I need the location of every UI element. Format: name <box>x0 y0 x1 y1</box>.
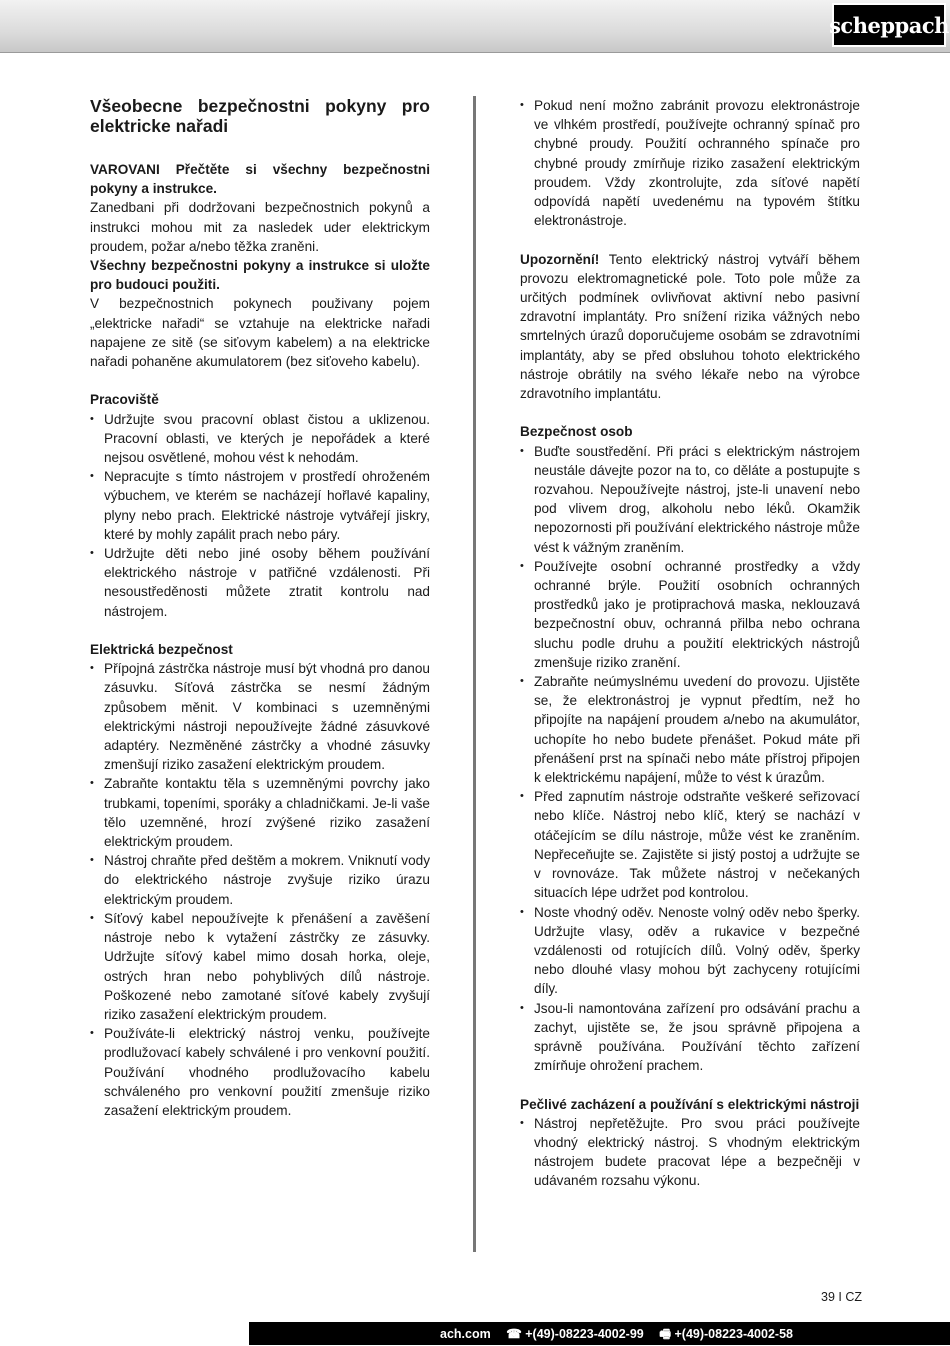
list-item: • Přípojná zástrčka nástroje musí být vhodná pro danou zásuvku. Síťová zástrčka se nesmí žádným způsobem měnit. V kombinaci s uzemněnými elektrickými nástroji nepoužívejte žádné zásuvkové adaptéry. Nezměněné zástrčky a vhodné zásuvky zmenšují riziko zasažení elektrickým proudem. <box>90 659 430 774</box>
right-column <box>520 96 860 1191</box>
list-item: • Udržujte děti nebo jiné osoby během používání elektrického nástroje v patřičné vzdálenosti. Při nesoustředěnosti můžete ztratit kontrolu nad nástrojem. <box>90 544 430 621</box>
list-item: • Nástroj nepřetěžujte. Pro svou práci používejte vhodný elektrický nástroj. S vhodným elektrickým nástrojem budete pracovat lépe a bezpečněji v udávaném rozsahu výkonu. <box>520 1114 860 1191</box>
list-item: • Zabraňte kontaktu těla s uzemněnými povrchy jako trubkami, topeními, sporáky a chladničkami. Je-li vaše tělo uzemněné, hrozí zvýšené riziko zasažení elektrickým proudem. <box>90 774 430 851</box>
list-item: • Nástroj chraňte před deštěm a mokrem. Vniknutí vody do elektrického nástroje zvyšuje riziko úrazu elektrickým proudem. <box>90 851 430 909</box>
list-item: • Síťový kabel nepoužívejte k přenášení a zavěšení nástroje nebo k vytažení zástrčky ze zásuvky. Udržujte síťový kabel mimo dosah horka, oleje, ostrých hran nebo pohyblivých dílů nástroje. Poškozené nebo zamotané síťové kabely zvyšují riziko zasažení elektrickým proudem. <box>90 909 430 1024</box>
definition-text: V bezpečnostnich pokynech použivany pojem „elektricke nařadi“ se vztahuje na elektricke nařadi napajene ze sitě (se siťovym kabelem) a na elektricke nařadi pohaněne akumulatorem (bez siťoveho kabelu). <box>90 296 430 370</box>
list-item: • Nepracujte s tímto nástrojem v prostředí ohroženém výbuchem, ve kterém se nacházejí hořlavé kapaliny, plyny nebo prach. Elektrické nástroje vytvářejí jiskry, které by mohly zapálit prach nebo páry. <box>90 467 430 544</box>
header-bar <box>0 0 950 53</box>
footer-web: ach.com <box>440 1327 491 1341</box>
list-item: • Používejte osobní ochranné prostředky a vždy ochranné brýle. Použití osobních ochranných prostředků jako je protiprachová maska, neklouzavá bezpečnostní obuv, ochranná přilba nebo ochrana sluchu podle druhu a použití elektrických nástrojů zmenšuje riziko zranění. <box>520 557 860 672</box>
footer-contacts <box>440 1325 805 1346</box>
notice-label: Upozornění! <box>520 251 600 267</box>
continued-list <box>520 96 860 230</box>
personal-safety-list <box>520 442 860 1076</box>
column-divider <box>473 96 476 1252</box>
keep-instructions: Všechny bezpečnostni pokyny a instrukce si uložte pro budouci použiti. <box>90 258 430 293</box>
footer-phone: ☎ +(49)-08223-4002-99 <box>506 1327 644 1341</box>
notice-text: Tento elektrický nástroj vytváří během provozu elektromagnetické pole. Toto pole může za určitých podmínek ovlivňovat aktivní nebo pasivní zdravotní implantáty. Pro snížení rizika vážných nebo smrtelných úrazů doporučujeme osobám se zdravotními implantáty, aby se před obsluhou tohoto elektrického nástroje obrátily na svého lékaře nebo na výrobce zdravotního implantátu. <box>520 251 860 402</box>
brand-logo: scheppach <box>832 3 946 47</box>
list-item: • Před zapnutím nástroje odstraňte veškeré seřizovací nebo klíče. Nástroj nebo klíč, který se nachází v otáčejícím se dílu nástroje, může vést ke zraněním. Nepřeceňujte se. Zajistěte si jistý postoj a udržujte se v rovnováze. Tak můžete nástroj v nečekaných situacích lépe udržet pod kontrolou. <box>520 787 860 902</box>
notice-paragraph <box>520 250 860 404</box>
workplace-list <box>90 410 430 621</box>
list-item: • Pokud není možno zabránit provozu elektronástroje ve vlhkém prostředí, používejte ochranný spínač pro chybné proudy. Použití ochranného spínače pro chybné proudy zmírňuje riziko zasažení elektrickým proudem. Vždy zkontrolujte, zda síťové napětí odpovídá napětí uvedenému na typovém štítku elektronástroje. <box>520 96 860 230</box>
list-item: • Zabraňte neúmyslnému uvedení do provozu. Ujistěte se, že elektronástroj je vypnut předtím, než ho připojíte na napájení proudem a/nebo na akumulátor, uchopíte ho nebo budete přenášet. Pokud máte při přenášení prst na spínači nebo máte přístroj připojen k elektrickému napájení, může to vést k úrazům. <box>520 672 860 787</box>
page-number: 39 I CZ <box>821 1290 862 1304</box>
section-title-tool-use: Pečlivé zacházení a používání s elektrickými nástroji <box>520 1096 860 1112</box>
list-item: • Noste vhodný oděv. Nenoste volný oděv nebo šperky. Udržujte vlasy, oděv a rukavice v bezpečné vzdálenosti od rotujících dílů. Volný oděv, šperky nebo dlouhé vlasy mohou být zachyceny rotujícími díly. <box>520 903 860 999</box>
list-item: • Buďte soustředění. Při práci s elektrickým nástrojem neustále dávejte pozor na to, co děláte a postupujte s rozvahou. Nepoužívejte nástroj, jste-li unavení nebo pod vlivem drog, alkoholu nebo léků. Okamžik nepozornosti při používání elektrického nástroje může vést k vážným zraněním. <box>520 442 860 557</box>
footer-bar <box>0 1322 950 1345</box>
left-column <box>90 96 430 1120</box>
footer-fax: 🖷 +(49)-08223-4002-58 <box>659 1327 793 1341</box>
section-title-electrical: Elektrická bezpečnost <box>90 642 233 658</box>
section-title-personal-safety: Bezpečnost osob <box>520 424 633 440</box>
list-item: • Udržujte svou pracovní oblast čistou a uklizenou. Pracovní oblasti, ve kterých je nepořádek a které nejsou osvětlené, mohou vést k nehodám. <box>90 410 430 468</box>
electrical-list <box>90 659 430 1120</box>
list-item: • Jsou-li namontována zařízení pro odsávání prachu a zachyt, ujistěte se, že jsou správně připojena a správně používána. Používání těchto zařízení zmírňuje ohrožení prachem. <box>520 999 860 1076</box>
tool-use-list <box>520 1114 860 1191</box>
list-item: • Používáte-li elektrický nástroj venku, používejte prodlužovací kabely schválené i pro venkovní použití. Používání vhodného prodlužovacího kabelu schváleného pro venkovní použití zmenšuje riziko zasažení elektrickým proudem. <box>90 1024 430 1120</box>
warning-text: Zanedbani při dodržovani bezpečnostnich pokynů a instrukci mohou mit za nasledek uder elektrickym proudem, požar a/nebo těžka zraněni. <box>90 200 430 254</box>
warning-heading: VAROVANI Přečtěte si všechny bezpečnostni pokyny a instrukce. <box>90 162 430 197</box>
page-title: Všeobecne bezpečnostni pokyny pro elektricke nařadi <box>90 96 430 136</box>
section-title-workplace: Pracoviště <box>90 392 159 408</box>
